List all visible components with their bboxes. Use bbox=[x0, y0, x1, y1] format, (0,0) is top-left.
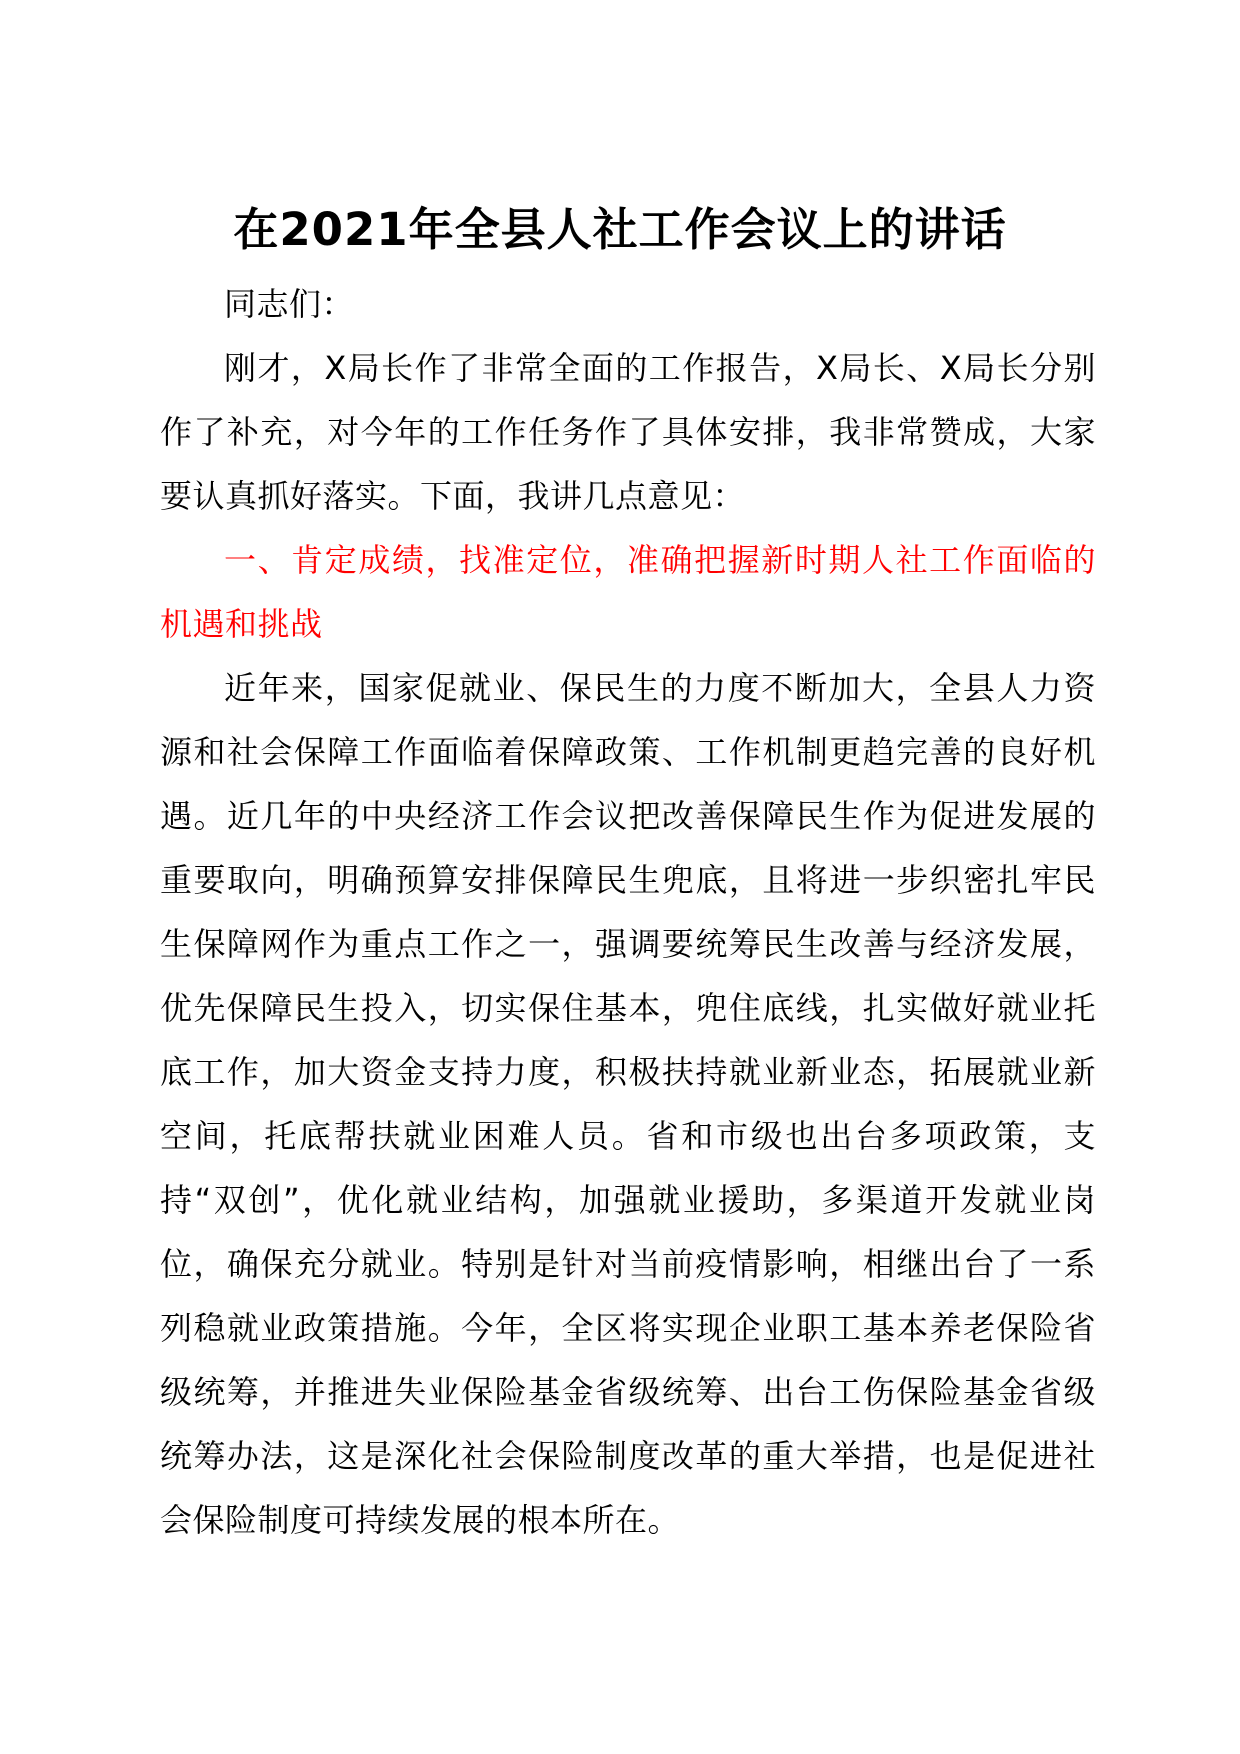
document-body bbox=[160, 272, 1096, 1552]
section-heading-1: 一、肯定成绩，找准定位，准确把握新时期人社工作面临的机遇和挑战 bbox=[160, 541, 1096, 643]
opening-paragraph: 刚才，X局长作了非常全面的工作报告，X局长、X局长分别作了补充，对今年的工作任务作了具体安排，我非常赞成，大家要认真抓好落实。下面，我讲几点意见： bbox=[160, 349, 1096, 515]
salutation: 同志们： bbox=[224, 285, 355, 323]
body-paragraph: 近年来，国家促就业、保民生的力度不断加大，全县人力资源和社会保障工作面临着保障政策、工作机制更趋完善的良好机遇。近几年的中央经济工作会议把改善保障民生作为促进发展的重要取向，明确预算安排保障民生兜底，且将进一步织密扎牢民生保障网作为重点工作之一，强调要统筹民生改善与经济发展，优先保障民生投入，切实保住基本，兜住底线，扎实做好就业托底工作，加大资金支持力度，积极扶持就业新业态，拓展就业新空间，托底帮扶就业困难人员。省和市级也出台多项政策，支持“双创”，优化就业结构，加强就业援助，多渠道开发就业岗位，确保充分就业。特别是针对当前疫情影响，相继出台了一系列稳就业政策措施。今年，全区将实现企业职工基本养老保险省级统筹，并推进失业保险基金省级统筹、出台工伤保险基金省级统筹办法，这是深化社会保险制度改革的重大举措，也是促进社会保险制度可持续发展的根本所在。 bbox=[160, 669, 1096, 1539]
document-title: 在2021年全县人社工作会议上的讲话 bbox=[233, 203, 1007, 256]
